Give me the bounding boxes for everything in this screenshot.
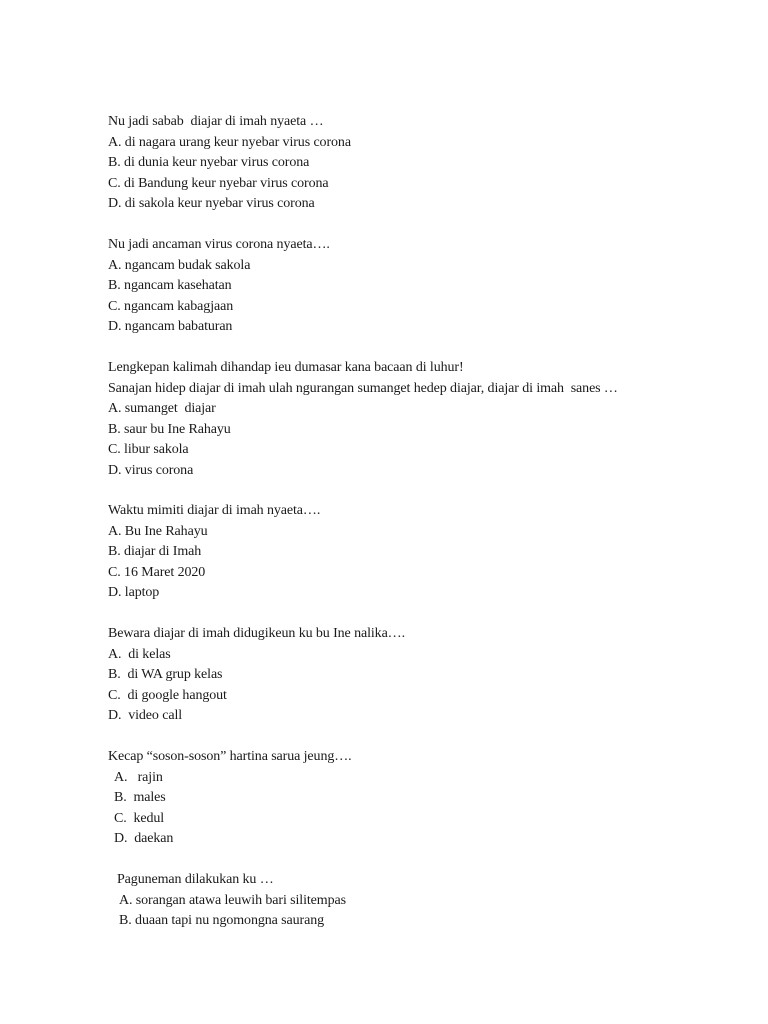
question-stem: Sanajan hidep diajar di imah ulah ngurangan sumanget hedep diajar, diajar di imah sanes … bbox=[108, 380, 618, 396]
question-5 bbox=[108, 624, 748, 727]
question-stem: Waktu mimiti diajar di imah nyaeta…. bbox=[108, 503, 321, 518]
question-7 bbox=[117, 870, 757, 932]
option-d: D. virus corona bbox=[108, 462, 194, 478]
option-c: C. di Bandung keur nyebar virus corona bbox=[108, 175, 329, 191]
question-6 bbox=[108, 747, 748, 850]
question-stem: Nu jadi sabab diajar di imah nyaeta … bbox=[108, 114, 324, 129]
option-b: B. di WA grup kelas bbox=[108, 667, 223, 682]
option-a: A. sumanget diajar bbox=[108, 401, 216, 416]
question-stem: Paguneman dilakukan ku … bbox=[117, 872, 274, 887]
option-a: A. di nagara urang keur nyebar virus corona bbox=[108, 134, 351, 150]
option-a: A. Bu Ine Rahayu bbox=[108, 523, 208, 539]
question-stem: Bewara diajar di imah didugikeun ku bu Ine nalika…. bbox=[108, 626, 405, 641]
option-b: B. duaan tapi nu ngomongna saurang bbox=[119, 913, 325, 928]
option-d: D. video call bbox=[108, 708, 183, 723]
option-c: C. di google hangout bbox=[108, 687, 227, 703]
question-2 bbox=[108, 235, 748, 338]
option-a: A. di kelas bbox=[108, 646, 171, 662]
question-3 bbox=[108, 358, 748, 481]
option-b: B. saur bu Ine Rahayu bbox=[108, 421, 231, 437]
option-a: A. sorangan atawa leuwih bari silitempas bbox=[119, 892, 346, 908]
question-1 bbox=[108, 112, 748, 215]
question-stem: Nu jadi ancaman virus corona nyaeta…. bbox=[108, 237, 330, 252]
question-stem: Kecap “soson-soson” hartina sarua jeung…. bbox=[108, 749, 352, 764]
option-c: C. libur sakola bbox=[108, 442, 189, 457]
option-a: A. rajin bbox=[114, 769, 163, 785]
question-4 bbox=[108, 501, 748, 604]
option-d: D. ngancam babaturan bbox=[108, 319, 233, 334]
option-b: B. males bbox=[114, 790, 166, 805]
option-c: C. 16 Maret 2020 bbox=[108, 564, 206, 580]
option-d: D. di sakola keur nyebar virus corona bbox=[108, 196, 315, 211]
option-d: D. laptop bbox=[108, 585, 160, 600]
option-a: A. ngancam budak sakola bbox=[108, 257, 251, 273]
option-b: B. diajar di Imah bbox=[108, 544, 202, 559]
question-instruction: Lengkepan kalimah dihandap ieu dumasar kana bacaan di luhur! bbox=[108, 360, 464, 375]
option-c: C. ngancam kabagjaan bbox=[108, 298, 234, 314]
option-c: C. kedul bbox=[114, 810, 165, 826]
option-b: B. ngancam kasehatan bbox=[108, 278, 232, 293]
option-d: D. daekan bbox=[114, 831, 174, 846]
option-b: B. di dunia keur nyebar virus corona bbox=[108, 155, 310, 170]
